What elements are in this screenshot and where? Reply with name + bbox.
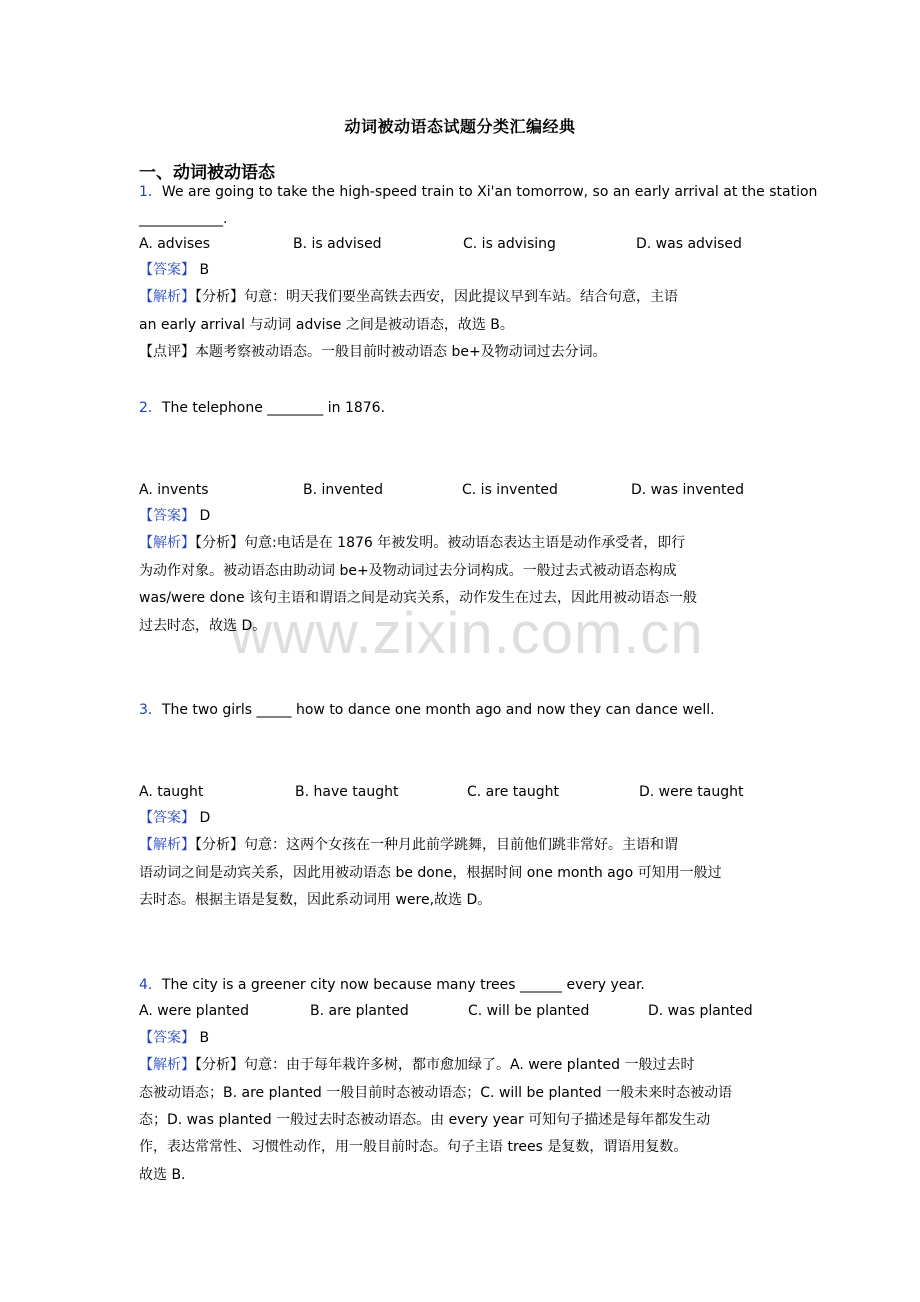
question-4-stem [139,975,645,995]
answer-tag: 【答案】 [139,262,195,278]
stem-text: The two girls _____ how to dance one month ago and now they can dance well. [161,702,715,718]
answer-line [139,1028,209,1048]
answer-value: B [199,262,210,278]
analysis-text: 去时态。根据主语是复数，因此系动词用 were,故选 D。 [139,892,492,908]
option-b: B. is advised [293,236,382,252]
analysis-tag: 【解析】 [139,1057,195,1073]
answer-value: D [199,508,211,524]
question-number: 1． [139,184,162,200]
answer-line [139,506,210,526]
option-d: D. was advised [636,236,742,252]
analysis-text: 【分析】句意：明天我们要坐高铁去西安，因此提议早到车站。结合句意，主语 [195,289,678,305]
analysis-tag: 【解析】 [139,289,195,305]
question-1-stem [139,182,817,202]
analysis-text: an early arrival 与动词 advise 之间是被动语态，故选 B。 [139,317,514,333]
answer-value: D [199,810,211,826]
answer-tag: 【答案】 [139,508,195,524]
question-3-stem [139,700,715,720]
question-number: 2． [139,400,162,416]
question-number: 4． [139,977,162,993]
option-b: B. have taught [295,784,399,800]
analysis-text: 语动词之间是动宾关系，因此用被动语态 be done，根据时间 one month ago 可知用一般过 [139,865,722,881]
analysis-line [139,835,678,855]
answer-tag: 【答案】 [139,1030,195,1046]
analysis-line [139,1055,694,1075]
analysis-text: 【分析】句意：由于每年栽许多树，都市愈加绿了。A. were planted 一般过去时 [195,1057,695,1073]
answer-line [139,808,210,828]
option-c: C. is advising [463,236,556,252]
analysis-text: 故选 B. [139,1167,186,1183]
question-number: 3． [139,702,162,718]
analysis-text: 作，表达常常性、习惯性动作，用一般目前时态。句子主语 trees 是复数，谓语用复数。 [139,1139,688,1155]
comment-text: 【点评】本题考察被动语态。一般目前时被动语态 be+及物动词过去分词。 [139,344,607,360]
option-b: B. are planted [310,1003,409,1019]
option-d: D. were taught [639,784,744,800]
stem-text: The telephone ________ in 1876. [161,400,386,416]
option-b: B. invented [303,482,384,498]
option-d: D. was planted [648,1003,753,1019]
analysis-line [139,287,678,307]
option-c: C. is invented [462,482,558,498]
watermark: www.zixin.com.cn [230,601,704,666]
analysis-line [139,533,685,553]
option-c: C. will be planted [468,1003,590,1019]
page-title: 动词被动语态试题分类汇编经典 [344,117,576,136]
stem-text: The city is a greener city now because many trees ______ every year. [161,977,645,993]
option-d: D. was invented [631,482,744,498]
analysis-tag: 【解析】 [139,837,195,853]
stem-text: We are going to take the high-speed train to Xi'an tomorrow, so an early arrival at the station [161,184,818,200]
question-2-stem [139,398,385,418]
analysis-text: 过去时态，故选 D。 [139,618,267,634]
analysis-text: 【分析】句意:电话是在 1876 年被发明。被动语态表达主语是动作承受者，即行 [195,535,686,551]
answer-tag: 【答案】 [139,810,195,826]
option-c: C. are taught [467,784,559,800]
question-1-stem-cont: ____________. [139,211,228,227]
analysis-text: 【分析】句意：这两个女孩在一种月此前学跳舞，目前他们跳非常好。主语和谓 [195,837,678,853]
answer-line [139,260,209,280]
option-a: A. advises [139,236,211,252]
analysis-tag: 【解析】 [139,535,195,551]
analysis-text: 为动作对象。被动语态由助动词 be+及物动词过去分词构成。一般过去式被动语态构成 [139,563,677,579]
answer-value: B [199,1030,210,1046]
section-heading: 一、动词被动语态 [139,163,275,183]
analysis-text: 态被动语态；B. are planted 一般目前时态被动语态；C. will be planted 一般未来时态被动语 [139,1085,733,1101]
option-a: A. were planted [139,1003,250,1019]
option-a: A. taught [139,784,204,800]
analysis-text: 态；D. was planted 一般过去时态被动语态。由 every year 可知句子描述是每年都发生动 [139,1112,711,1128]
option-a: A. invents [139,482,209,498]
analysis-text: was/were done 该句主语和谓语之间是动宾关系，动作发生在过去，因此用被动语态一般 [139,590,698,606]
